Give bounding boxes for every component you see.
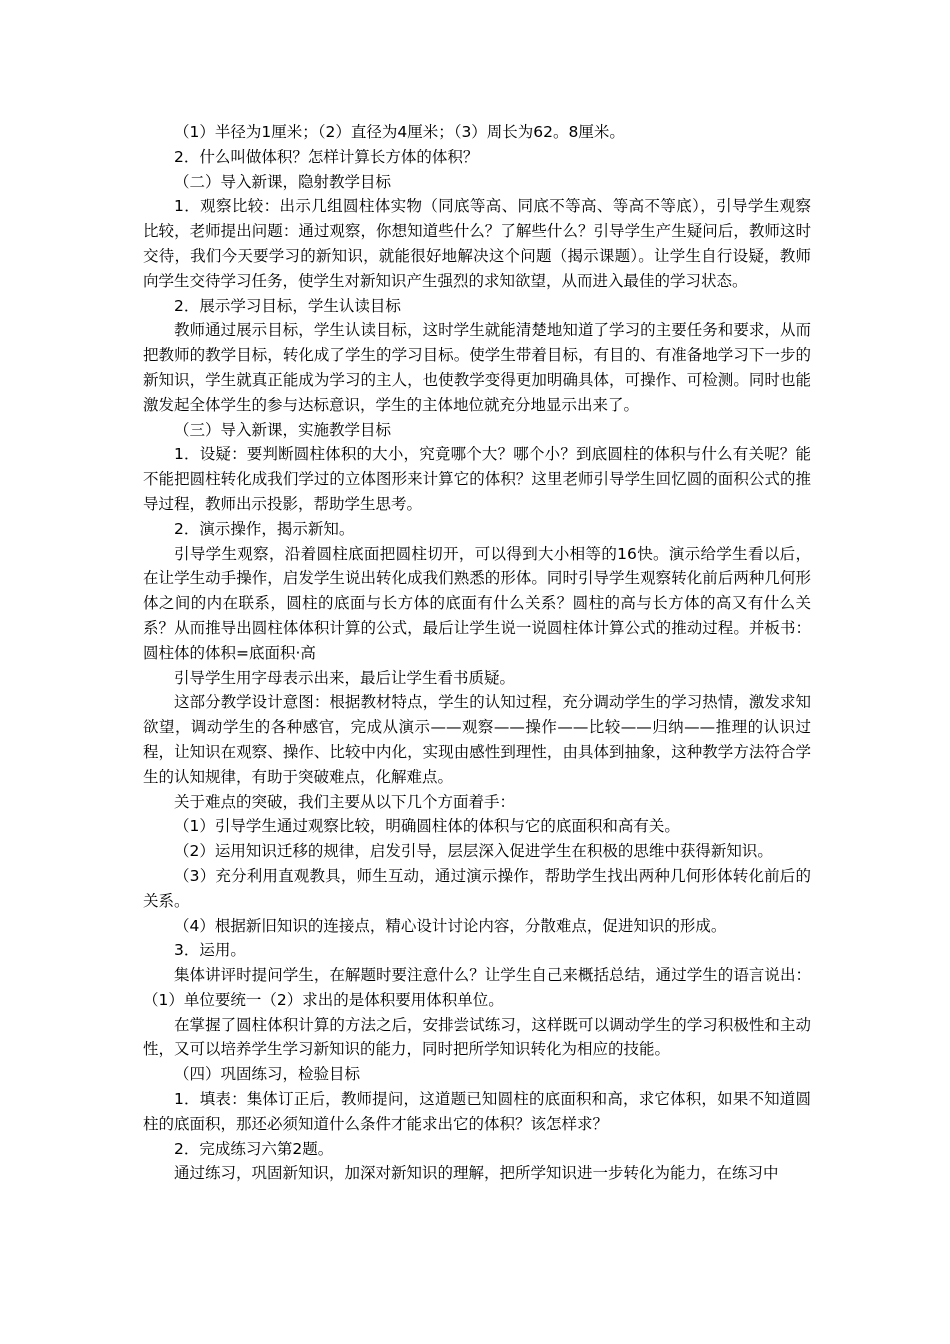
paragraph: 通过练习，巩固新知识，加深对新知识的理解，把所学知识进一步转化为能力，在练习中 [174, 1164, 779, 1183]
list-item: （1）引导学生通过观察比较，明确圆柱体的体积与它的底面积和高有关。 [174, 817, 680, 836]
document-body [143, 120, 811, 1186]
paragraph: 1．填表：集体订正后，教师提问，这道题已知圆柱的底面积和高，求它体积，如果不知道圆柱的底面积，那还必须知道什么条件才能求出它的体积？该怎样求？ [143, 1090, 811, 1133]
paragraph: 2．完成练习六第2题。 [174, 1139, 334, 1158]
paragraph: 2．什么叫做体积？怎样计算长方体的体积？ [174, 147, 479, 166]
list-item: （2）运用知识迁移的规律，启发引导，层层深入促进学生在积极的思维中获得新知识。 [174, 842, 773, 861]
list-item: （3）充分利用直观教具，师生互动，通过演示操作，帮助学生找出两种几何形体转化前后的关系。 [143, 866, 811, 910]
paragraph: 关于难点的突破，我们主要从以下几个方面着手： [174, 792, 516, 811]
paragraph: 教师通过展示目标，学生认读目标，这时学生就能清楚地知道了学习的主要任务和要求，从而把教师的教学目标，转化成了学生的学习目标。使学生带着目标，有目的、有准备地学习下一步的新知识，学生就真正能成为学习的主人，也使教学变得更加明确具体，可操作、可检测。同时也能激发起全体学生的参与达标意识，学生的主体地位就充分地显示出来了。 [143, 321, 811, 414]
paragraph: 引导学生观察，沿着圆柱底面把圆柱切开，可以得到大小相等的16快。演示给学生看以后，在让学生动手操作，启发学生说出转化成我们熟悉的形体。同时引导学生观察转化前后两种几何形体之间的内在联系，圆柱的底面与长方体的底面有什么关系？圆柱的高与长方体的高又有什么关系？从而推导出圆柱体体积计算的公式，最后让学生说一说圆柱体计算公式的推动过程。并板书：圆柱体的体积=底面积·高 [143, 544, 811, 662]
list-item: （4）根据新旧知识的连接点，精心设计讨论内容，分散难点，促进知识的形成。 [174, 916, 727, 935]
section-heading: （三）导入新课，实施教学目标 [174, 420, 392, 439]
section-heading: （四）巩固练习，检验目标 [174, 1065, 361, 1084]
paragraph: 1．设疑：要判断圆柱体积的大小，究竟哪个大？哪个小？到底圆柱的体积与什么有关呢？能不能把圆柱转化成我们学过的立体图形来计算它的体积？这里老师引导学生回忆圆的面积公式的推导过程，教师出示投影，帮助学生思考。 [143, 445, 811, 513]
paragraph: 1．观察比较：出示几组圆柱体实物（同底等高、同底不等高、等高不等底），引导学生观察比较，老师提出问题：通过观察，你想知道些什么？了解些什么？引导学生产生疑问后，教师这时交待，我们今天要学习的新知识，就能很好地解决这个问题（揭示课题）。让学生自行设疑，教师向学生交待学习任务，使学生对新知识产生强烈的求知欲望，从而进入最佳的学习状态。 [143, 197, 811, 290]
paragraph: 这部分教学设计意图：根据教材特点，学生的认知过程，充分调动学生的学习热情，激发求知欲望，调动学生的各种感官，完成从演示——观察——操作——比较——归纳——推理的认识过程，让知识在观察、操作、比较中内化，实现由感性到理性，由具体到抽象，这种教学方法符合学生的认知规律，有助于突破难点，化解难点。 [143, 693, 811, 786]
paragraph: 2．展示学习目标，学生认读目标 [174, 296, 401, 315]
section-heading: （二）导入新课，隐射教学目标 [174, 172, 392, 191]
paragraph: 引导学生用字母表示出来，最后让学生看书质疑。 [174, 668, 516, 687]
paragraph: 在掌握了圆柱体积计算的方法之后，安排尝试练习，这样既可以调动学生的学习积极性和主动性，又可以培养学生学习新知识的能力，同时把所学知识转化为相应的技能。 [143, 1015, 811, 1059]
paragraph: 3．运用。 [174, 941, 246, 960]
paragraph: （1）半径为1厘米；（2）直径为4厘米；（3）周长为62。8厘米。 [174, 123, 625, 141]
paragraph: 2．演示操作，揭示新知。 [174, 519, 355, 538]
paragraph: 集体讲评时提问学生，在解题时要注意什么？让学生自己来概括总结，通过学生的语言说出：（1）单位要统一（2）求出的是体积要用体积单位。 [143, 966, 811, 1009]
